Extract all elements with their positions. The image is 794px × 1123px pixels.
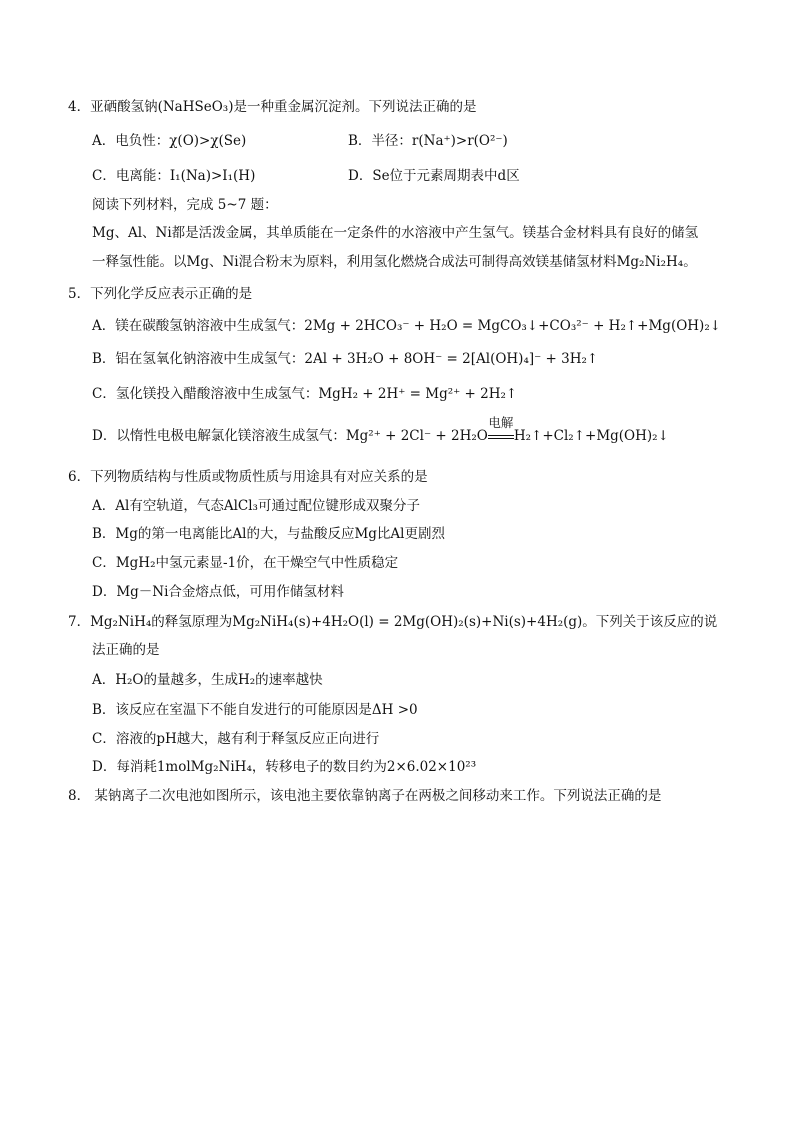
q5-option-d-reactants: D．以惰性电极电解氯化镁溶液生成氢气：Mg²⁺ + 2Cl⁻ + 2H₂O <box>92 428 488 444</box>
material-intro: 阅读下列材料，完成 5~7 题： <box>92 197 278 213</box>
q4-stem: 4．亚硒酸氢钠(NaHSeO₃)是一种重金属沉淀剂。下列说法正确的是 <box>68 99 477 115</box>
q7-stem-line-1: 7．Mg₂NiH₄的释氢原理为Mg₂NiH₄(s)+4H₂O(l) = 2Mg(OH)₂(s)+Ni(s)+4H₂(g)。下列关于该反应的说 <box>68 614 718 630</box>
q6-option-c: C．MgH₂中氢元素显-1价，在干燥空气中性质稳定 <box>92 555 399 571</box>
q7-option-b: B．该反应在室温下不能自发进行的可能原因是ΔH >0 <box>92 702 418 718</box>
q4-option-a: A．电负性：χ(O)>χ(Se) <box>92 133 247 149</box>
q6-stem: 6．下列物质结构与性质或物质性质与用途具有对应关系的是 <box>68 469 428 485</box>
electrolysis-arrow <box>488 415 514 446</box>
material-line-2: 一释氢性能。以Mg、Ni混合粉末为原料，利用氢化燃烧合成法可制得高效镁基储氢材料Mg₂Ni₂H₄。 <box>92 254 697 270</box>
q5-stem: 5．下列化学反应表示正确的是 <box>68 286 253 302</box>
q6-option-a: A．Al有空轨道，气态AlCl₃可通过配位键形成双聚分子 <box>92 498 420 514</box>
q5-option-a: A．镁在碳酸氢钠溶液中生成氢气：2Mg + 2HCO₃⁻ + H₂O = MgCO₃↓+CO₃²⁻ + H₂↑+Mg(OH)₂↓ <box>92 318 722 334</box>
q5-option-d <box>92 415 669 446</box>
q7-option-c: C．溶液的pH越大，越有利于释氢反应正向进行 <box>92 731 380 747</box>
material-line-1: Mg、Al、Ni都是活泼金属，其单质能在一定条件的水溶液中产生氢气。镁基合金材料具有良好的储氢 <box>92 225 699 241</box>
q7-option-a: A．H₂O的量越多，生成H₂的速率越快 <box>92 672 323 688</box>
q4-option-d: D．Se位于元素周期表中d区 <box>348 168 520 184</box>
electrolysis-condition: 电解 <box>488 415 514 430</box>
q7-stem-line-2: 法正确的是 <box>92 642 160 658</box>
q6-option-d: D．Mg－Ni合金熔点低，可用作储氢材料 <box>92 584 344 600</box>
q4-option-b: B．半径：r(Na⁺)>r(O²⁻) <box>348 133 508 149</box>
q5-option-b: B．铝在氢氧化钠溶液中生成氢气：2Al + 3H₂O + 8OH⁻ = 2[Al(OH)₄]⁻ + 3H₂↑ <box>92 351 599 367</box>
q4-option-c: C．电离能：I₁(Na)>I₁(H) <box>92 168 256 184</box>
q8-stem: 8． 某钠离子二次电池如图所示，该电池主要依靠钠离子在两极之间移动来工作。下列说法正确的是 <box>68 788 662 804</box>
q6-option-b: B．Mg的第一电离能比Al的大，与盐酸反应Mg比Al更剧烈 <box>92 526 445 542</box>
q5-option-c: C．氢化镁投入醋酸溶液中生成氢气：MgH₂ + 2H⁺ = Mg²⁺ + 2H₂↑ <box>92 386 518 402</box>
q7-option-d: D．每消耗1molMg₂NiH₄，转移电子的数目约为2×6.02×10²³ <box>92 759 477 775</box>
q5-option-d-products: H₂↑+Cl₂↑+Mg(OH)₂↓ <box>513 428 669 444</box>
